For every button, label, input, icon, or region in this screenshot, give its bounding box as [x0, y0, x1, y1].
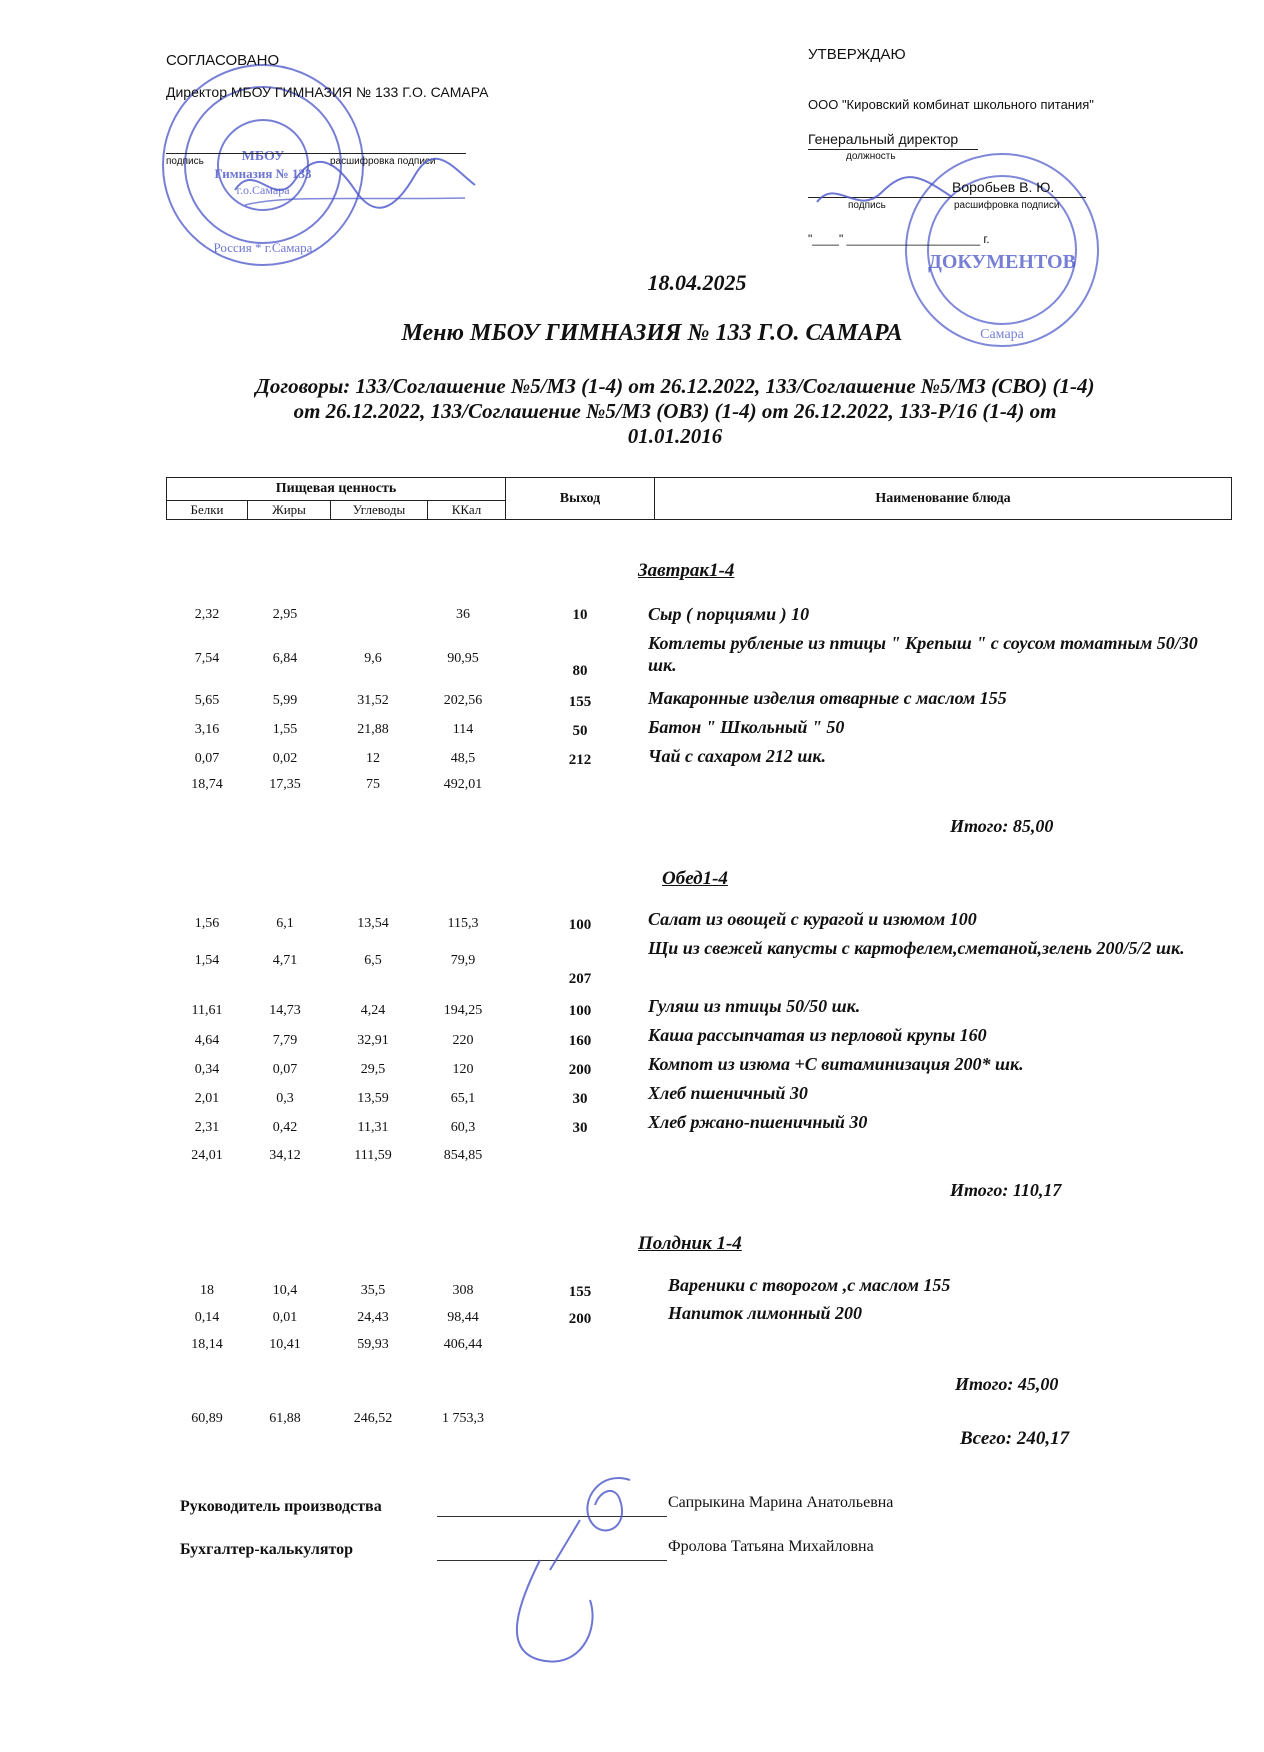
cell-fat: 7,79: [272, 1033, 298, 1048]
approval-right-caption-position: должность: [846, 151, 896, 162]
cell-protein: 18: [200, 1283, 214, 1298]
section-title-snack: Полдник 1-4: [638, 1233, 742, 1254]
cell-kcal: 79,9: [450, 953, 476, 968]
cell-output: 212: [568, 752, 592, 768]
grand-kcal: 1 753,3: [442, 1411, 484, 1426]
cell-output: 200: [568, 1311, 592, 1327]
header-kcal: ККал: [428, 501, 506, 520]
cell-dish: Хлеб пшеничный 30: [648, 1083, 808, 1103]
approval-right-caption-sign: подпись: [848, 200, 886, 211]
section-title-lunch: Обед1-4: [662, 868, 728, 889]
contracts-line-1: Договоры: 133/Соглашение №5/МЗ (1-4) от 26.12.2022, 133/Соглашение №5/МЗ (СВО) (1-4): [255, 374, 1095, 398]
cell-protein: 0,34: [194, 1062, 220, 1077]
svg-text:ДОКУМЕНТОВ: ДОКУМЕНТОВ: [928, 251, 1076, 273]
grand-carbs: 246,52: [353, 1411, 393, 1426]
approval-right-date-placeholder: "____" ____________________ г.: [808, 232, 990, 246]
cell-protein: 1,56: [194, 916, 220, 931]
cell-dish: Котлеты рубленые из птицы " Крепыш " с соусом томатным 50/30 шк.: [648, 633, 1198, 675]
cell-output: 30: [572, 1091, 588, 1107]
menu-table-header: [166, 477, 1232, 520]
cell-carbs: 24,43: [357, 1310, 389, 1325]
sum-protein: 18,74: [191, 777, 223, 792]
cell-output: 30: [572, 1120, 588, 1136]
approval-right-caption-decode: расшифровка подписи: [954, 200, 1060, 211]
cell-output: 155: [568, 1284, 592, 1300]
right-signature-scribble: [812, 172, 962, 222]
header-protein: Белки: [167, 501, 248, 520]
cell-protein: 3,16: [194, 722, 220, 737]
header-fat: Жиры: [248, 501, 331, 520]
cell-kcal: 220: [452, 1033, 474, 1048]
cell-output: 100: [568, 1003, 592, 1019]
page-title: Меню МБОУ ГИМНАЗИЯ № 133 Г.О. САМАРА: [401, 320, 903, 346]
approval-left-director: Директор МБОУ ГИМНАЗИЯ № 133 Г.О. САМАРА: [166, 84, 489, 100]
cell-kcal: 202,56: [443, 693, 483, 708]
cell-protein: 2,32: [194, 607, 220, 622]
cell-carbs: 13,54: [357, 916, 389, 931]
contracts-line-3: 01.01.2016: [627, 424, 723, 448]
approval-right-heading: УТВЕРЖДАЮ: [808, 46, 906, 63]
signature-name-production: Сапрыкина Марина Анатольевна: [668, 1494, 894, 1511]
cell-kcal: 65,1: [450, 1091, 476, 1106]
cell-fat: 10,4: [272, 1283, 298, 1298]
svg-text:МБОУ: МБОУ: [241, 149, 285, 164]
left-signature-scribble: [225, 150, 485, 220]
cell-dish: Напиток лимонный 200: [668, 1303, 862, 1323]
approval-left-caption-sign: подпись: [166, 156, 204, 167]
cell-carbs: 6,5: [364, 953, 382, 968]
cell-fat: 4,71: [272, 953, 298, 968]
cell-dish: Гуляш из птицы 50/50 шк.: [648, 996, 861, 1016]
cell-fat: 5,99: [272, 693, 298, 708]
cell-kcal: 98,44: [447, 1310, 479, 1325]
cell-fat: 0,3: [276, 1091, 294, 1106]
cell-carbs: 21,88: [357, 722, 389, 737]
cell-dish: Сыр ( порциями ) 10: [648, 604, 810, 624]
cell-dish: Каша рассыпчатая из перловой крупы 160: [648, 1025, 987, 1045]
cell-protein: 11,61: [191, 1003, 223, 1018]
bottom-signature-scribble: [480, 1460, 680, 1680]
cell-fat: 0,07: [272, 1062, 298, 1077]
grand-fat: 61,88: [269, 1411, 301, 1426]
sum-protein: 24,01: [191, 1148, 223, 1163]
cell-dish: Макаронные изделия отварные с маслом 155: [648, 688, 1007, 708]
header-carbs: Углеводы: [331, 501, 428, 520]
sum-protein: 18,14: [191, 1337, 223, 1352]
cell-fat: 2,95: [272, 607, 298, 622]
cell-dish: Компот из изюма +С витаминизация 200* шк.: [648, 1054, 1024, 1074]
cell-output: 207: [568, 971, 592, 987]
svg-text:Россия * г.Самара: Россия * г.Самара: [213, 240, 313, 255]
cell-kcal: 60,3: [450, 1120, 476, 1135]
cell-protein: 7,54: [194, 651, 220, 666]
approval-left-heading: СОГЛАСОВАНО: [166, 52, 280, 69]
approval-left-caption-decode: расшифровка подписи: [330, 156, 436, 167]
section-total-breakfast: Итого: 85,00: [950, 816, 1054, 836]
section-total-snack: Итого: 45,00: [955, 1374, 1059, 1394]
grand-total: Всего: 240,17: [960, 1428, 1070, 1449]
approval-right-org: ООО "Кировский комбинат школьного питания": [808, 97, 1094, 112]
cell-kcal: 120: [452, 1062, 474, 1077]
cell-protein: 4,64: [194, 1033, 220, 1048]
cell-output: 200: [568, 1062, 592, 1078]
approval-right-position: Генеральный директор: [808, 131, 959, 147]
cell-protein: 2,31: [194, 1120, 220, 1135]
svg-text:Самара: Самара: [980, 327, 1024, 342]
sum-fat: 34,12: [269, 1148, 301, 1163]
cell-output: 100: [568, 917, 592, 933]
cell-kcal: 194,25: [443, 1003, 483, 1018]
cell-dish: Щи из свежей капусты с картофелем,сметаной,зелень 200/5/2 шк.: [648, 938, 1185, 958]
cell-fat: 6,1: [276, 916, 294, 931]
sum-kcal: 854,85: [443, 1148, 483, 1163]
svg-text:г.о.Самара: г.о.Самара: [236, 183, 290, 197]
approval-right-signer: Воробьев В. Ю.: [952, 179, 1055, 195]
cell-output: 155: [568, 694, 592, 710]
section-title-breakfast: Завтрак1-4: [638, 560, 735, 581]
contracts-block: [120, 374, 1230, 449]
sum-fat: 10,41: [269, 1337, 301, 1352]
signature-role-accountant: Бухгалтер-калькулятор: [180, 1541, 354, 1558]
menu-date: 18.04.2025: [647, 270, 747, 295]
cell-carbs: 32,91: [357, 1033, 389, 1048]
cell-carbs: 11,31: [357, 1120, 389, 1135]
sum-carbs: 75: [366, 777, 380, 792]
sum-kcal: 492,01: [443, 777, 483, 792]
cell-kcal: 308: [452, 1283, 474, 1298]
cell-carbs: 13,59: [357, 1091, 389, 1106]
cell-kcal: 48,5: [450, 751, 476, 766]
cell-carbs: 31,52: [357, 693, 389, 708]
cell-dish: Салат из овощей с курагой и изюмом 100: [648, 909, 977, 929]
cell-output: 160: [568, 1033, 592, 1049]
section-total-lunch: Итого: 110,17: [950, 1180, 1062, 1200]
cell-output: 50: [572, 723, 588, 739]
cell-output: 10: [572, 607, 588, 623]
grand-protein: 60,89: [191, 1411, 223, 1426]
cell-kcal: 90,95: [447, 651, 479, 666]
cell-protein: 2,01: [194, 1091, 220, 1106]
cell-kcal: 114: [452, 722, 474, 737]
contracts-line-2: от 26.12.2022, 133/Соглашение №5/МЗ (ОВЗ) (1-4) от 26.12.2022, 133-Р/16 (1-4) от: [293, 399, 1057, 423]
cell-carbs: 4,24: [360, 1003, 386, 1018]
cell-fat: 1,55: [272, 722, 298, 737]
signature-role-production: Руководитель производства: [180, 1498, 382, 1515]
cell-protein: 0,07: [194, 751, 220, 766]
cell-kcal: 36: [456, 607, 470, 622]
cell-fat: 14,73: [269, 1003, 301, 1018]
cell-carbs: 12: [366, 751, 380, 766]
cell-fat: 6,84: [272, 651, 298, 666]
cell-dish: Хлеб ржано-пшеничный 30: [648, 1112, 868, 1132]
sum-fat: 17,35: [269, 777, 301, 792]
cell-fat: 0,42: [272, 1120, 298, 1135]
sum-carbs: 111,59: [354, 1148, 392, 1163]
cell-dish: Батон " Школьный " 50: [648, 717, 845, 737]
cell-carbs: 29,5: [360, 1062, 386, 1077]
cell-dish: Вареники с творогом ,с маслом 155: [668, 1275, 951, 1295]
cell-fat: 0,01: [272, 1310, 298, 1325]
cell-dish: Чай с сахаром 212 шк.: [648, 746, 827, 766]
sum-carbs: 59,93: [357, 1337, 389, 1352]
cell-fat: 0,02: [272, 751, 298, 766]
cell-protein: 5,65: [194, 693, 220, 708]
cell-carbs: 9,6: [364, 651, 382, 666]
header-nutrition: Пищевая ценность: [167, 478, 506, 501]
header-output: Выход: [506, 478, 655, 520]
sum-kcal: 406,44: [443, 1337, 483, 1352]
header-dish-name: Наименование блюда: [655, 478, 1232, 520]
cell-protein: 1,54: [194, 953, 220, 968]
signature-name-accountant: Фролова Татьяна Михайловна: [668, 1538, 874, 1555]
cell-output: 80: [572, 663, 588, 679]
cell-protein: 0,14: [194, 1310, 220, 1325]
svg-text:Гимназия № 133: Гимназия № 133: [214, 166, 312, 181]
cell-carbs: 35,5: [360, 1283, 386, 1298]
cell-kcal: 115,3: [447, 916, 479, 931]
